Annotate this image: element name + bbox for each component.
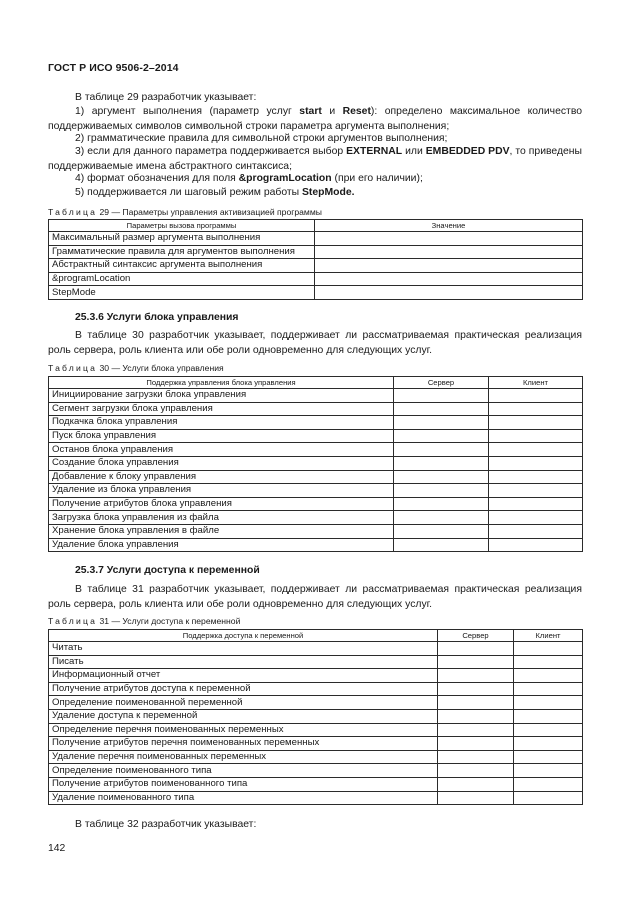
- closing-text: В таблице 32 разработчик указывает:: [75, 819, 257, 830]
- table31: [48, 629, 583, 805]
- row-label: StepMode: [49, 286, 315, 300]
- table-row: [49, 286, 583, 300]
- empty-cell: [394, 484, 489, 498]
- table-row: [49, 245, 583, 259]
- section-2537-text: В таблице 31 разработчик указывает, поддерживает ли рассматриваемая практическая реализация роль сервера, роль клиента или обе роли одновременно для следующих услуг.: [48, 584, 582, 610]
- empty-cell: [489, 429, 583, 443]
- row-label: Получение атрибутов поименованного типа: [49, 777, 438, 791]
- empty-cell: [514, 791, 583, 805]
- row-label: Добавление к блоку управления: [49, 470, 394, 484]
- row-label: Загрузка блока управления из файла: [49, 511, 394, 525]
- empty-cell: [489, 443, 583, 457]
- empty-cell: [489, 484, 583, 498]
- table29-col-value: Значение: [315, 220, 583, 232]
- empty-cell: [394, 402, 489, 416]
- row-label: Останов блока управления: [49, 443, 394, 457]
- row-label: Сегмент загрузки блока управления: [49, 402, 394, 416]
- empty-cell: [514, 709, 583, 723]
- row-label: Определение поименованной переменной: [49, 696, 438, 710]
- table-row: [49, 538, 583, 552]
- row-label: Читать: [49, 642, 438, 656]
- empty-cell: [438, 777, 514, 791]
- row-label: Получение атрибутов доступа к переменной: [49, 682, 438, 696]
- row-label: &programLocation: [49, 272, 315, 286]
- table-row: [49, 764, 583, 778]
- row-label: Абстрактный синтаксис аргумента выполнения: [49, 259, 315, 273]
- empty-cell: [315, 272, 583, 286]
- empty-cell: [514, 723, 583, 737]
- row-label: Писать: [49, 655, 438, 669]
- empty-cell: [489, 470, 583, 484]
- table-row: [49, 429, 583, 443]
- table31-header-row: [49, 630, 583, 642]
- empty-cell: [438, 764, 514, 778]
- empty-cell: [315, 286, 583, 300]
- empty-cell: [489, 511, 583, 525]
- table29: [48, 219, 583, 300]
- table31-col-server: Сервер: [438, 630, 514, 642]
- table30-header-row: [49, 377, 583, 389]
- table-row: [49, 655, 583, 669]
- empty-cell: [438, 696, 514, 710]
- empty-cell: [489, 497, 583, 511]
- empty-cell: [438, 655, 514, 669]
- table-row: [49, 259, 583, 273]
- table-row: [49, 389, 583, 403]
- row-label: Удаление из блока управления: [49, 484, 394, 498]
- table-row: [49, 524, 583, 538]
- row-label: Определение перечня поименованных переменных: [49, 723, 438, 737]
- row-label: Удаление перечня поименованных переменных: [49, 750, 438, 764]
- table30-caption: Таблица 30 — Услуги блока управления: [48, 363, 224, 373]
- table29-caption: Таблица 29 — Параметры управления активизацией программы: [48, 207, 322, 217]
- table-row: [49, 709, 583, 723]
- row-label: Информационный отчет: [49, 669, 438, 683]
- empty-cell: [394, 497, 489, 511]
- empty-cell: [438, 642, 514, 656]
- empty-cell: [489, 456, 583, 470]
- empty-cell: [315, 232, 583, 246]
- empty-cell: [394, 470, 489, 484]
- empty-cell: [438, 737, 514, 751]
- empty-cell: [514, 655, 583, 669]
- table-row: [49, 456, 583, 470]
- table-row: [49, 777, 583, 791]
- row-label: Пуск блока управления: [49, 429, 394, 443]
- empty-cell: [514, 737, 583, 751]
- row-label: Получение атрибутов блока управления: [49, 497, 394, 511]
- table-row: [49, 696, 583, 710]
- table-row: [49, 416, 583, 430]
- empty-cell: [394, 429, 489, 443]
- table29-col-params: Параметры вызова программы: [49, 220, 315, 232]
- row-label: Создание блока управления: [49, 456, 394, 470]
- row-label: Удаление доступа к переменной: [49, 709, 438, 723]
- empty-cell: [394, 416, 489, 430]
- table31-col-service: Поддержка доступа к переменной: [49, 630, 438, 642]
- empty-cell: [438, 682, 514, 696]
- empty-cell: [514, 642, 583, 656]
- table-row: [49, 791, 583, 805]
- table31-col-client: Клиент: [514, 630, 583, 642]
- row-label: Определение поименованного типа: [49, 764, 438, 778]
- empty-cell: [438, 723, 514, 737]
- section-2537-heading: 25.3.7 Услуги доступа к переменной: [75, 565, 260, 576]
- empty-cell: [514, 669, 583, 683]
- empty-cell: [489, 524, 583, 538]
- empty-cell: [514, 682, 583, 696]
- page-number: 142: [48, 843, 66, 854]
- empty-cell: [514, 764, 583, 778]
- row-label: Инициирование загрузки блока управления: [49, 389, 394, 403]
- intro29-item2: 2) грамматические правила для символьной строки аргументов выполнения;: [75, 133, 448, 144]
- row-label: Удаление поименованного типа: [49, 791, 438, 805]
- intro29-lead: В таблице 29 разработчик указывает:: [75, 92, 257, 103]
- empty-cell: [514, 696, 583, 710]
- table-row: [49, 470, 583, 484]
- row-label: Подкачка блока управления: [49, 416, 394, 430]
- table-row: [49, 272, 583, 286]
- empty-cell: [438, 791, 514, 805]
- row-label: Удаление блока управления: [49, 538, 394, 552]
- table-row: [49, 511, 583, 525]
- table30: [48, 376, 583, 552]
- table-row: [49, 642, 583, 656]
- table31-caption: Таблица 31 — Услуги доступа к переменной: [48, 616, 241, 626]
- table-row: [49, 484, 583, 498]
- intro29-item5: 5) поддерживается ли шаговый режим работы StepMode.: [75, 187, 355, 198]
- section-2536-text: В таблице 30 разработчик указывает, поддерживает ли рассматриваемая практическая реализация роль сервера, роль клиента или обе роли одновременно для следующих услуг.: [48, 330, 582, 356]
- table30-col-service: Поддержка управления блока управления: [49, 377, 394, 389]
- empty-cell: [394, 456, 489, 470]
- empty-cell: [514, 750, 583, 764]
- empty-cell: [394, 389, 489, 403]
- empty-cell: [489, 538, 583, 552]
- row-label: Максимальный размер аргумента выполнения: [49, 232, 315, 246]
- section-2536-heading: 25.3.6 Услуги блока управления: [75, 312, 239, 323]
- empty-cell: [438, 669, 514, 683]
- table-row: [49, 232, 583, 246]
- empty-cell: [438, 750, 514, 764]
- document-header: ГОСТ Р ИСО 9506-2–2014: [48, 62, 179, 74]
- table-row: [49, 750, 583, 764]
- row-label: Получение атрибутов перечня поименованных переменных: [49, 737, 438, 751]
- empty-cell: [514, 777, 583, 791]
- empty-cell: [489, 402, 583, 416]
- empty-cell: [489, 389, 583, 403]
- row-label: Хранение блока управления в файле: [49, 524, 394, 538]
- empty-cell: [394, 443, 489, 457]
- table-row: [49, 669, 583, 683]
- table-row: [49, 723, 583, 737]
- empty-cell: [394, 538, 489, 552]
- table-row: [49, 402, 583, 416]
- table30-col-client: Клиент: [489, 377, 583, 389]
- intro29-item1: 1) аргумент выполнения (параметр услуг start и Reset): определено максимальное количество поддерживаемых символов символьной строки параметра аргумента выполнения;: [48, 106, 583, 132]
- table-row: [49, 443, 583, 457]
- empty-cell: [394, 511, 489, 525]
- table-row: [49, 497, 583, 511]
- intro29-item4: 4) формат обозначения для поля &programLocation (при его наличии);: [75, 173, 423, 184]
- row-label: Грамматические правила для аргументов выполнения: [49, 245, 315, 259]
- empty-cell: [315, 245, 583, 259]
- table30-col-server: Сервер: [394, 377, 489, 389]
- table-row: [49, 682, 583, 696]
- table-row: [49, 737, 583, 751]
- intro29-item3: 3) если для данного параметра поддерживается выбор EXTERNAL или EMBEDDED PDV, то приведены поддерживаемые имена абстрактного синтаксиса;: [48, 146, 583, 172]
- empty-cell: [315, 259, 583, 273]
- empty-cell: [438, 709, 514, 723]
- empty-cell: [489, 416, 583, 430]
- empty-cell: [394, 524, 489, 538]
- table29-header-row: [49, 220, 583, 232]
